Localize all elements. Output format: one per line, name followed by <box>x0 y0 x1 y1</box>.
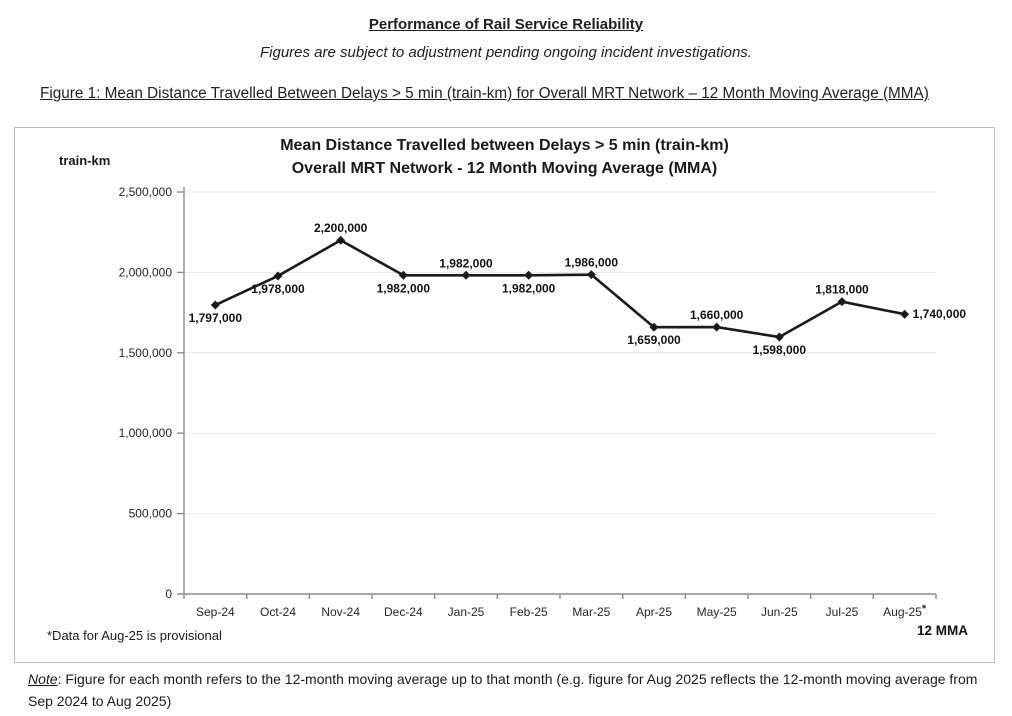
svg-text:1,659,000: 1,659,000 <box>627 333 681 348</box>
svg-text:1,982,000: 1,982,000 <box>439 256 493 271</box>
svg-text:2,000,000: 2,000,000 <box>118 265 172 280</box>
svg-text:Dec-24: Dec-24 <box>383 605 423 619</box>
svg-text:2,200,000: 2,200,000 <box>313 221 368 236</box>
svg-text:Mar-25: Mar-25 <box>572 605 611 619</box>
svg-text:1,986,000: 1,986,000 <box>564 255 619 270</box>
note <box>28 668 990 712</box>
svg-text:1,660,000: 1,660,000 <box>689 308 744 323</box>
chart-container <box>14 127 995 663</box>
y-axis <box>177 187 184 594</box>
data-labels <box>189 221 967 357</box>
data-point-markers <box>211 236 909 342</box>
svg-text:1,000,000: 1,000,000 <box>118 426 172 441</box>
svg-text:1,818,000: 1,818,000 <box>815 282 869 297</box>
svg-text:Aug-25*: Aug-25* <box>883 603 927 619</box>
svg-text:500,000: 500,000 <box>128 506 172 521</box>
document-subtitle: Figures are subject to adjustment pending ongoing incident investigations. <box>260 44 752 61</box>
chart-title-line1: Mean Distance Travelled between Delays > 5 min (train-km) <box>280 137 729 154</box>
svg-text:1,982,000: 1,982,000 <box>501 281 556 296</box>
svg-text:Jul-25: Jul-25 <box>825 605 859 619</box>
svg-text:Oct-24: Oct-24 <box>259 605 297 619</box>
y-tick-labels <box>119 185 173 601</box>
svg-text:2,500,000: 2,500,000 <box>118 185 172 199</box>
svg-text:1,500,000: 1,500,000 <box>118 345 172 360</box>
x-axis <box>184 594 936 599</box>
svg-text:Jan-25: Jan-25 <box>447 605 485 619</box>
line-chart <box>15 128 993 661</box>
svg-text:Nov-24: Nov-24 <box>321 605 361 619</box>
x-tick-labels <box>196 603 927 619</box>
document-title: Performance of Rail Service Reliability <box>368 16 644 33</box>
chart-title <box>15 134 994 180</box>
note-label: Note <box>28 671 58 687</box>
svg-text:May-25: May-25 <box>696 605 737 619</box>
svg-text:0: 0 <box>165 587 172 601</box>
y-axis-unit-label: train-km <box>59 153 111 168</box>
svg-text:Feb-25: Feb-25 <box>509 605 548 619</box>
chart-title-line2: Overall MRT Network - 12 Month Moving Average (MMA) <box>291 160 718 177</box>
legend-label: 12 MMA <box>916 623 968 638</box>
chart-footnote: *Data for Aug-25 is provisional <box>47 628 222 643</box>
note-text: : Figure for each month refers to the 12-month moving average up to that month (e.g. figure for Aug 2025 reflects the 12-month moving average from Sep 2024 to Aug 2025) <box>28 671 978 709</box>
svg-text:Sep-24: Sep-24 <box>195 605 235 619</box>
series-line <box>215 240 904 337</box>
svg-text:1,978,000: 1,978,000 <box>251 281 305 296</box>
svg-text:Jun-25: Jun-25 <box>760 605 798 619</box>
svg-text:1,982,000: 1,982,000 <box>376 281 431 296</box>
svg-text:1,598,000: 1,598,000 <box>752 343 807 358</box>
gridlines <box>184 192 936 514</box>
figure-caption: Figure 1: Mean Distance Travelled Between Delays > 5 min (train-km) for Overall MRT Network – 12 Month Moving Average (MMA) <box>40 85 929 102</box>
svg-text:Apr-25: Apr-25 <box>635 605 673 619</box>
svg-text:1,740,000: 1,740,000 <box>912 307 967 322</box>
svg-text:1,797,000: 1,797,000 <box>188 311 243 326</box>
